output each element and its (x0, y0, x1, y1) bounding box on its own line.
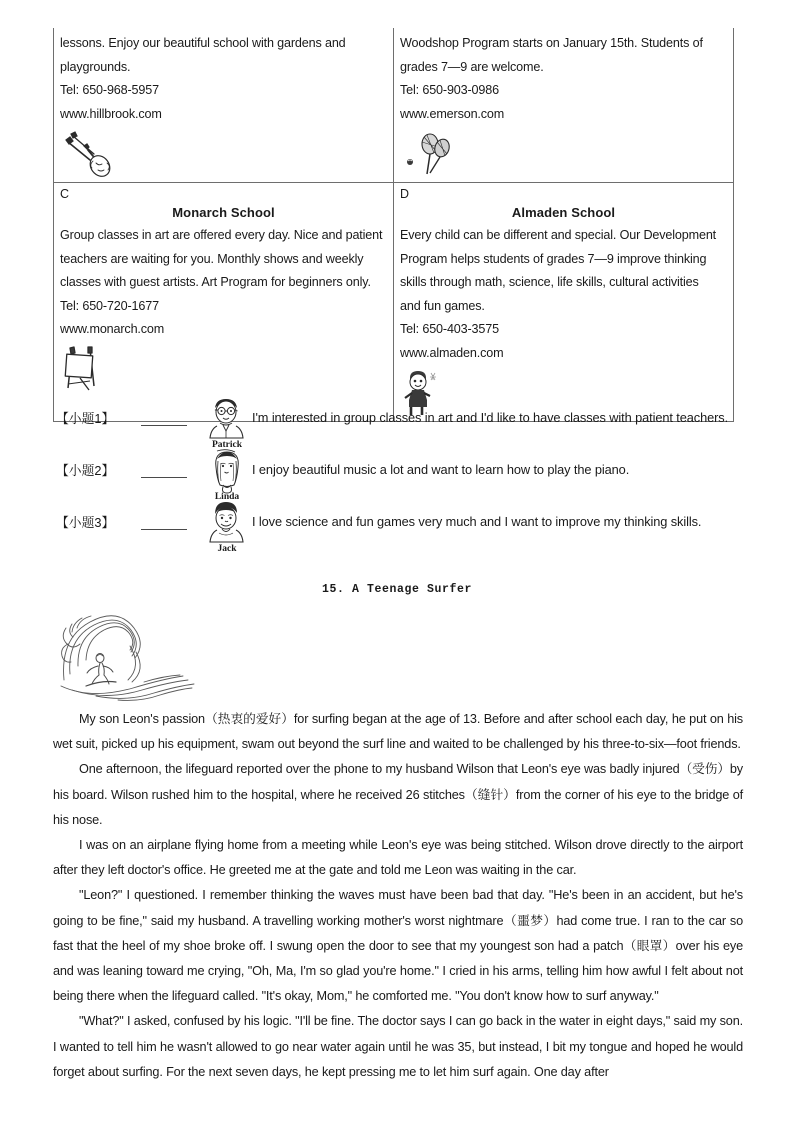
easel-icon (60, 346, 387, 396)
ad-cell-a (54, 28, 394, 183)
answer-blank-2[interactable] (141, 462, 187, 478)
passage-paragraph-4: "Leon?" I questioned. I remember thinking the waves must have been bad that day. "He's been in an accident, but he's going to be fine," said my husband. A travelling working mother's worst nightmare（噩梦）had come true. I ran to the car so fast that the heel of my shoe broke off. I swung open the door to see that my youngest son had a patch（眼罩）over his eye and was leaning toward me crying, "Oh, Ma, I'm so glad you're home." I cried in his arms, telling him how awful I felt about not being there when the lifeguard called. "It's okay, Mom," he comforted me. "You don't know how to surf anyway." (53, 888, 743, 1004)
ad-letter-d: D (400, 187, 410, 201)
ad-line: grades 7—9 are welcome. (400, 59, 544, 74)
passage-body (53, 707, 743, 1085)
ad-cell-c (54, 183, 394, 422)
ad-body-c (60, 224, 387, 342)
ad-body-b (400, 32, 727, 126)
passage-paragraph-2: One afternoon, the lifeguard reported over the phone to my husband Wilson that Leon's eye was badly injured（受伤）by his board. Wilson rushed him to the hospital, where he received 26 stitches（缝针）from the corner of his eye to the bridge of his nose. (53, 762, 743, 827)
ad-line: and fun games. (400, 298, 485, 313)
ad-cell-b (394, 28, 734, 183)
ad-web: www.hillbrook.com (60, 106, 162, 121)
ad-tel: Tel: 650-720-1677 (60, 298, 159, 313)
question-row-1 (56, 400, 756, 452)
ad-body-d (400, 224, 727, 365)
ad-web: www.emerson.com (400, 106, 505, 121)
ad-line: teachers are waiting for you. Monthly shows and weekly (60, 251, 364, 266)
ad-web: www.monarch.com (60, 322, 165, 336)
passage-title: 15. A Teenage Surfer (321, 583, 473, 596)
question-text: I enjoy beautiful music a lot and want to learn how to play the piano. (252, 462, 630, 477)
ad-title-almaden: Almaden School (511, 205, 616, 220)
question-label: 【小题3】 (56, 515, 115, 530)
question-row-2 (56, 452, 756, 504)
passage-paragraph-1: My son Leon's passion（热衷的爱好）for surfing began at the age of 13. Before and after school each day, he put on his wet suit, picked up his equipment, swam out beyond the surf line and waited to be challenged by his three-to-six—foot friends. (53, 712, 743, 752)
question-text: I love science and fun games very much and I want to improve my thinking skills. (252, 514, 702, 529)
ad-line: Program helps students of grades 7—9 improve thinking (400, 251, 707, 266)
ad-letter-c: C (60, 187, 70, 201)
school-advert-table (53, 28, 734, 422)
question-label: 【小题2】 (56, 463, 115, 478)
ad-line: lessons. Enjoy our beautiful school with gardens and (60, 36, 346, 50)
ad-web: www.almaden.com (400, 345, 504, 360)
ad-tel: Tel: 650-968-5957 (60, 83, 159, 97)
question-row-3 (56, 504, 756, 556)
question-label: 【小题1】 (56, 411, 115, 426)
ad-line: Group classes in art are offered every day. Nice and patient (60, 228, 383, 242)
ad-line: Every child can be different and special. Our Development (400, 228, 717, 242)
question-text: I'm interested in group classes in art and I'd like to have classes with patient teachers. (252, 410, 729, 425)
passage-paragraph-5: "What?" I asked, confused by his logic. "I'll be fine. The doctor says I can go back in the water in eight days," said my son. I wanted to tell him he wasn't allowed to go near water again until he was 35, but instead, I bit my tongue and hoped he would forget about surfing. For the next seven days, he kept pressing me to let him surf again. One day after (53, 1014, 743, 1079)
avatar-name: Linda (214, 492, 240, 502)
avatar-name: Patrick (211, 440, 243, 450)
passage-paragraph-3: I was on an airplane flying home from a meeting while Leon's eye was being stitched. Wilson drove directly to the airport after they left doctor's office. He greeted me at the gate and told me Leon was waiting in the car. (53, 838, 743, 878)
ad-line: classes with guest artists. Art Program for beginners only. (60, 275, 371, 289)
ad-body-a (60, 32, 387, 126)
table-row-top (54, 28, 734, 183)
ad-line: Woodshop Program starts on January 15th. Students of (400, 36, 703, 50)
tennis-rackets-icon (400, 130, 727, 180)
ad-line: playgrounds. (60, 59, 131, 74)
surfer-on-wave-icon (56, 608, 236, 708)
ad-cell-d (394, 183, 734, 422)
ad-tel: Tel: 650-403-3575 (400, 322, 499, 336)
answer-blank-3[interactable] (141, 514, 187, 530)
ad-line: skills through math, science, life skills, cultural activities (400, 275, 699, 289)
avatar-name: Jack (217, 544, 237, 554)
table-row-bottom (54, 183, 734, 422)
answer-blank-1[interactable] (141, 410, 187, 426)
ad-tel: Tel: 650-903-0986 (400, 83, 499, 97)
matching-question-list (56, 400, 756, 556)
violin-icon (60, 130, 387, 180)
ad-title-monarch: Monarch School (172, 205, 275, 220)
